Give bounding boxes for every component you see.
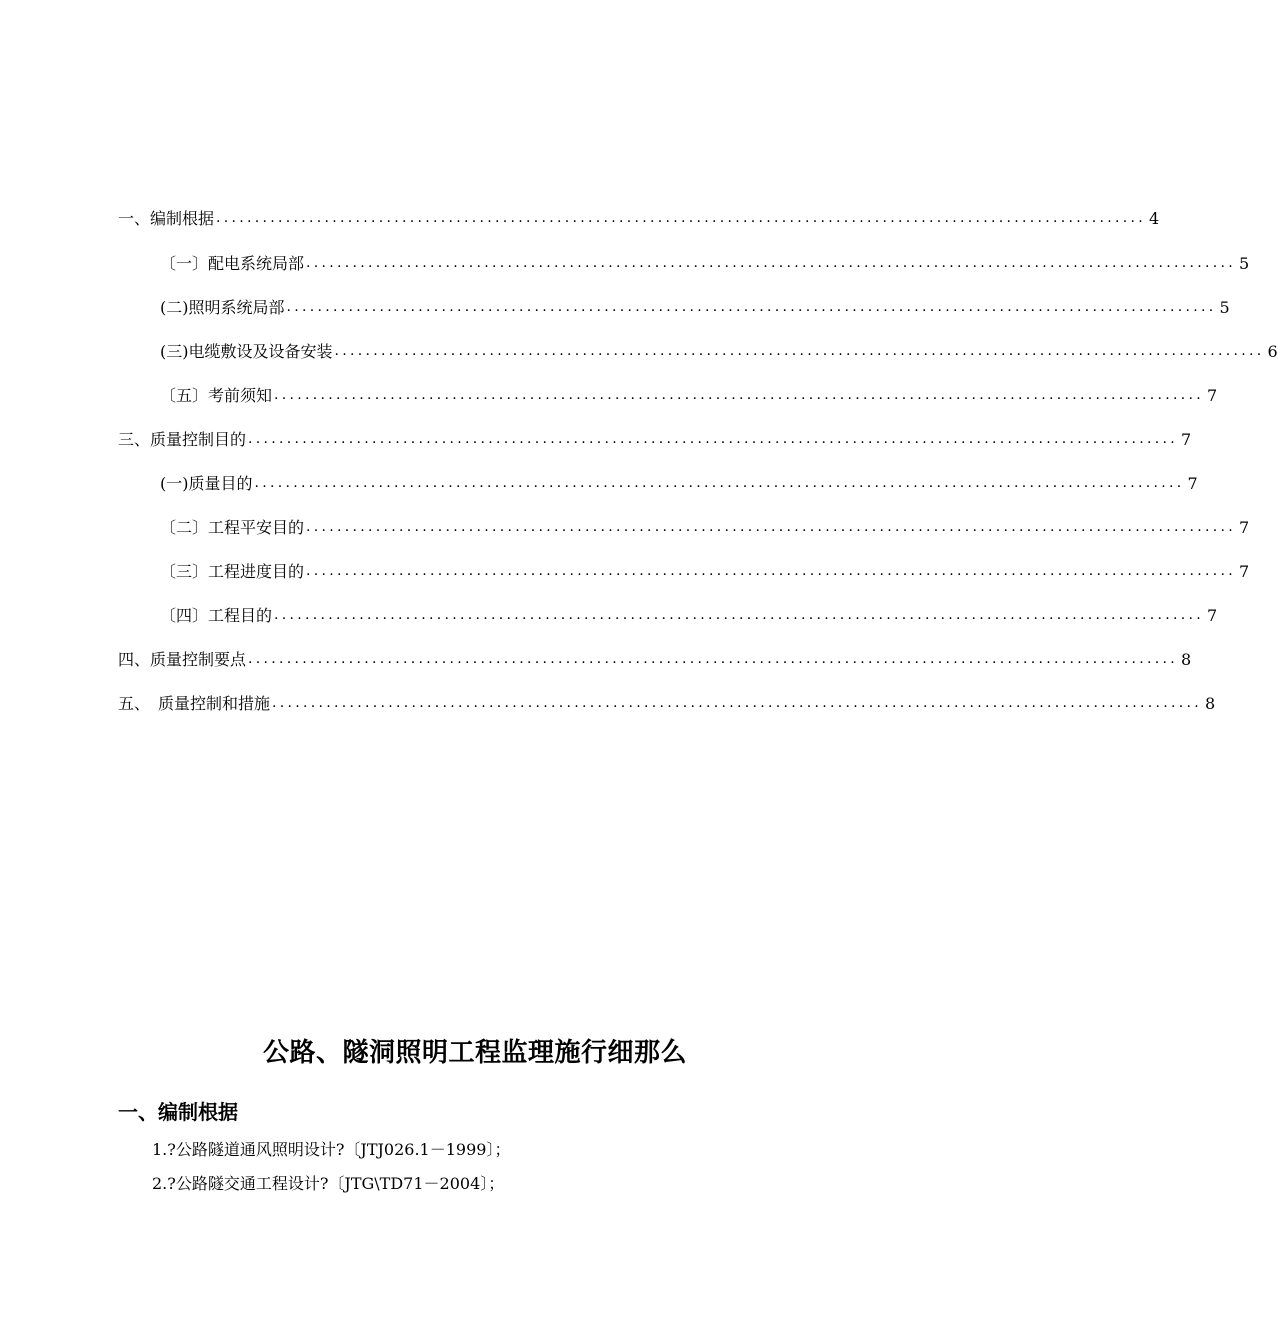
toc-entry-page: 5 bbox=[1239, 254, 1250, 273]
toc-dot-leader: ........................................................................................................................ bbox=[248, 431, 1179, 447]
toc-entry-label: 〔二〕工程平安目的 bbox=[160, 518, 305, 537]
toc-entry-label: 三、质量控制目的 bbox=[118, 430, 247, 449]
reference-item: 1.?公路隧道通风照明设计?〔JTJ026.1－1999〕； bbox=[152, 1140, 511, 1159]
toc-dot-leader: ........................................................................................................................ bbox=[272, 695, 1203, 711]
toc-dot-leader: ........................................................................................................................ bbox=[274, 607, 1205, 623]
toc-entry-page: 7 bbox=[1181, 430, 1192, 449]
toc-dot-leader: ........................................................................................................................ bbox=[216, 210, 1147, 226]
toc-entry-page: 4 bbox=[1149, 209, 1160, 228]
toc-dot-leader: ........................................................................................................................ bbox=[286, 299, 1217, 315]
toc-entry[interactable] bbox=[160, 336, 1278, 362]
toc-entry[interactable] bbox=[118, 688, 1216, 714]
toc-entry-label: (二)照明系统局部 bbox=[160, 298, 285, 317]
toc-entry[interactable] bbox=[160, 380, 1218, 406]
toc-entry[interactable] bbox=[160, 556, 1250, 582]
toc-entry-page: 5 bbox=[1219, 298, 1230, 317]
toc-entry-page: 7 bbox=[1207, 386, 1218, 405]
toc-entry[interactable] bbox=[160, 248, 1250, 274]
section-heading: 一、编制根据 bbox=[118, 1100, 238, 1124]
toc-entry-label: 〔三〕工程进度目的 bbox=[160, 562, 305, 581]
toc-entry[interactable] bbox=[160, 512, 1250, 538]
toc-entry-label: (三)电缆敷设及设备安装 bbox=[160, 342, 333, 361]
toc-entry-label: 五、 质量控制和措施 bbox=[118, 694, 271, 713]
toc-entry-page: 7 bbox=[1207, 606, 1218, 625]
toc-entry[interactable] bbox=[118, 424, 1192, 450]
toc-entry-label: (一)质量目的 bbox=[160, 474, 253, 493]
toc-entry-page: 7 bbox=[1239, 562, 1250, 581]
toc-entry-label: 四、质量控制要点 bbox=[118, 650, 247, 669]
toc-dot-leader: ........................................................................................................................ bbox=[334, 343, 1265, 359]
toc-entry-label: 〔四〕工程目的 bbox=[160, 606, 273, 625]
document-title: 公路、隧洞照明工程监理施行细那么 bbox=[262, 1038, 687, 1068]
toc-dot-leader: ........................................................................................................................ bbox=[306, 563, 1237, 579]
toc-entry[interactable] bbox=[160, 468, 1198, 494]
toc-entry-page: 7 bbox=[1187, 474, 1198, 493]
reference-item: 2.?公路隧交通工程设计?〔JTG\TD71－2004〕； bbox=[152, 1174, 505, 1193]
toc-entry-label: 〔一〕配电系统局部 bbox=[160, 254, 305, 273]
toc-entry[interactable] bbox=[118, 203, 1160, 229]
toc-dot-leader: ........................................................................................................................ bbox=[254, 475, 1185, 491]
toc-entry-page: 8 bbox=[1181, 650, 1192, 669]
toc-entry-label: 〔五〕考前须知 bbox=[160, 386, 273, 405]
toc-entry-page: 8 bbox=[1205, 694, 1216, 713]
toc-dot-leader: ........................................................................................................................ bbox=[306, 255, 1237, 271]
toc-entry[interactable] bbox=[118, 644, 1192, 670]
toc-entry-page: 6 bbox=[1267, 342, 1278, 361]
toc-entry[interactable] bbox=[160, 600, 1218, 626]
toc-dot-leader: ........................................................................................................................ bbox=[248, 651, 1179, 667]
toc-dot-leader: ........................................................................................................................ bbox=[274, 387, 1205, 403]
toc-entry-page: 7 bbox=[1239, 518, 1250, 537]
toc-entry-label: 一、编制根据 bbox=[118, 209, 215, 228]
toc-entry[interactable] bbox=[160, 292, 1230, 318]
toc-dot-leader: ........................................................................................................................ bbox=[306, 519, 1237, 535]
